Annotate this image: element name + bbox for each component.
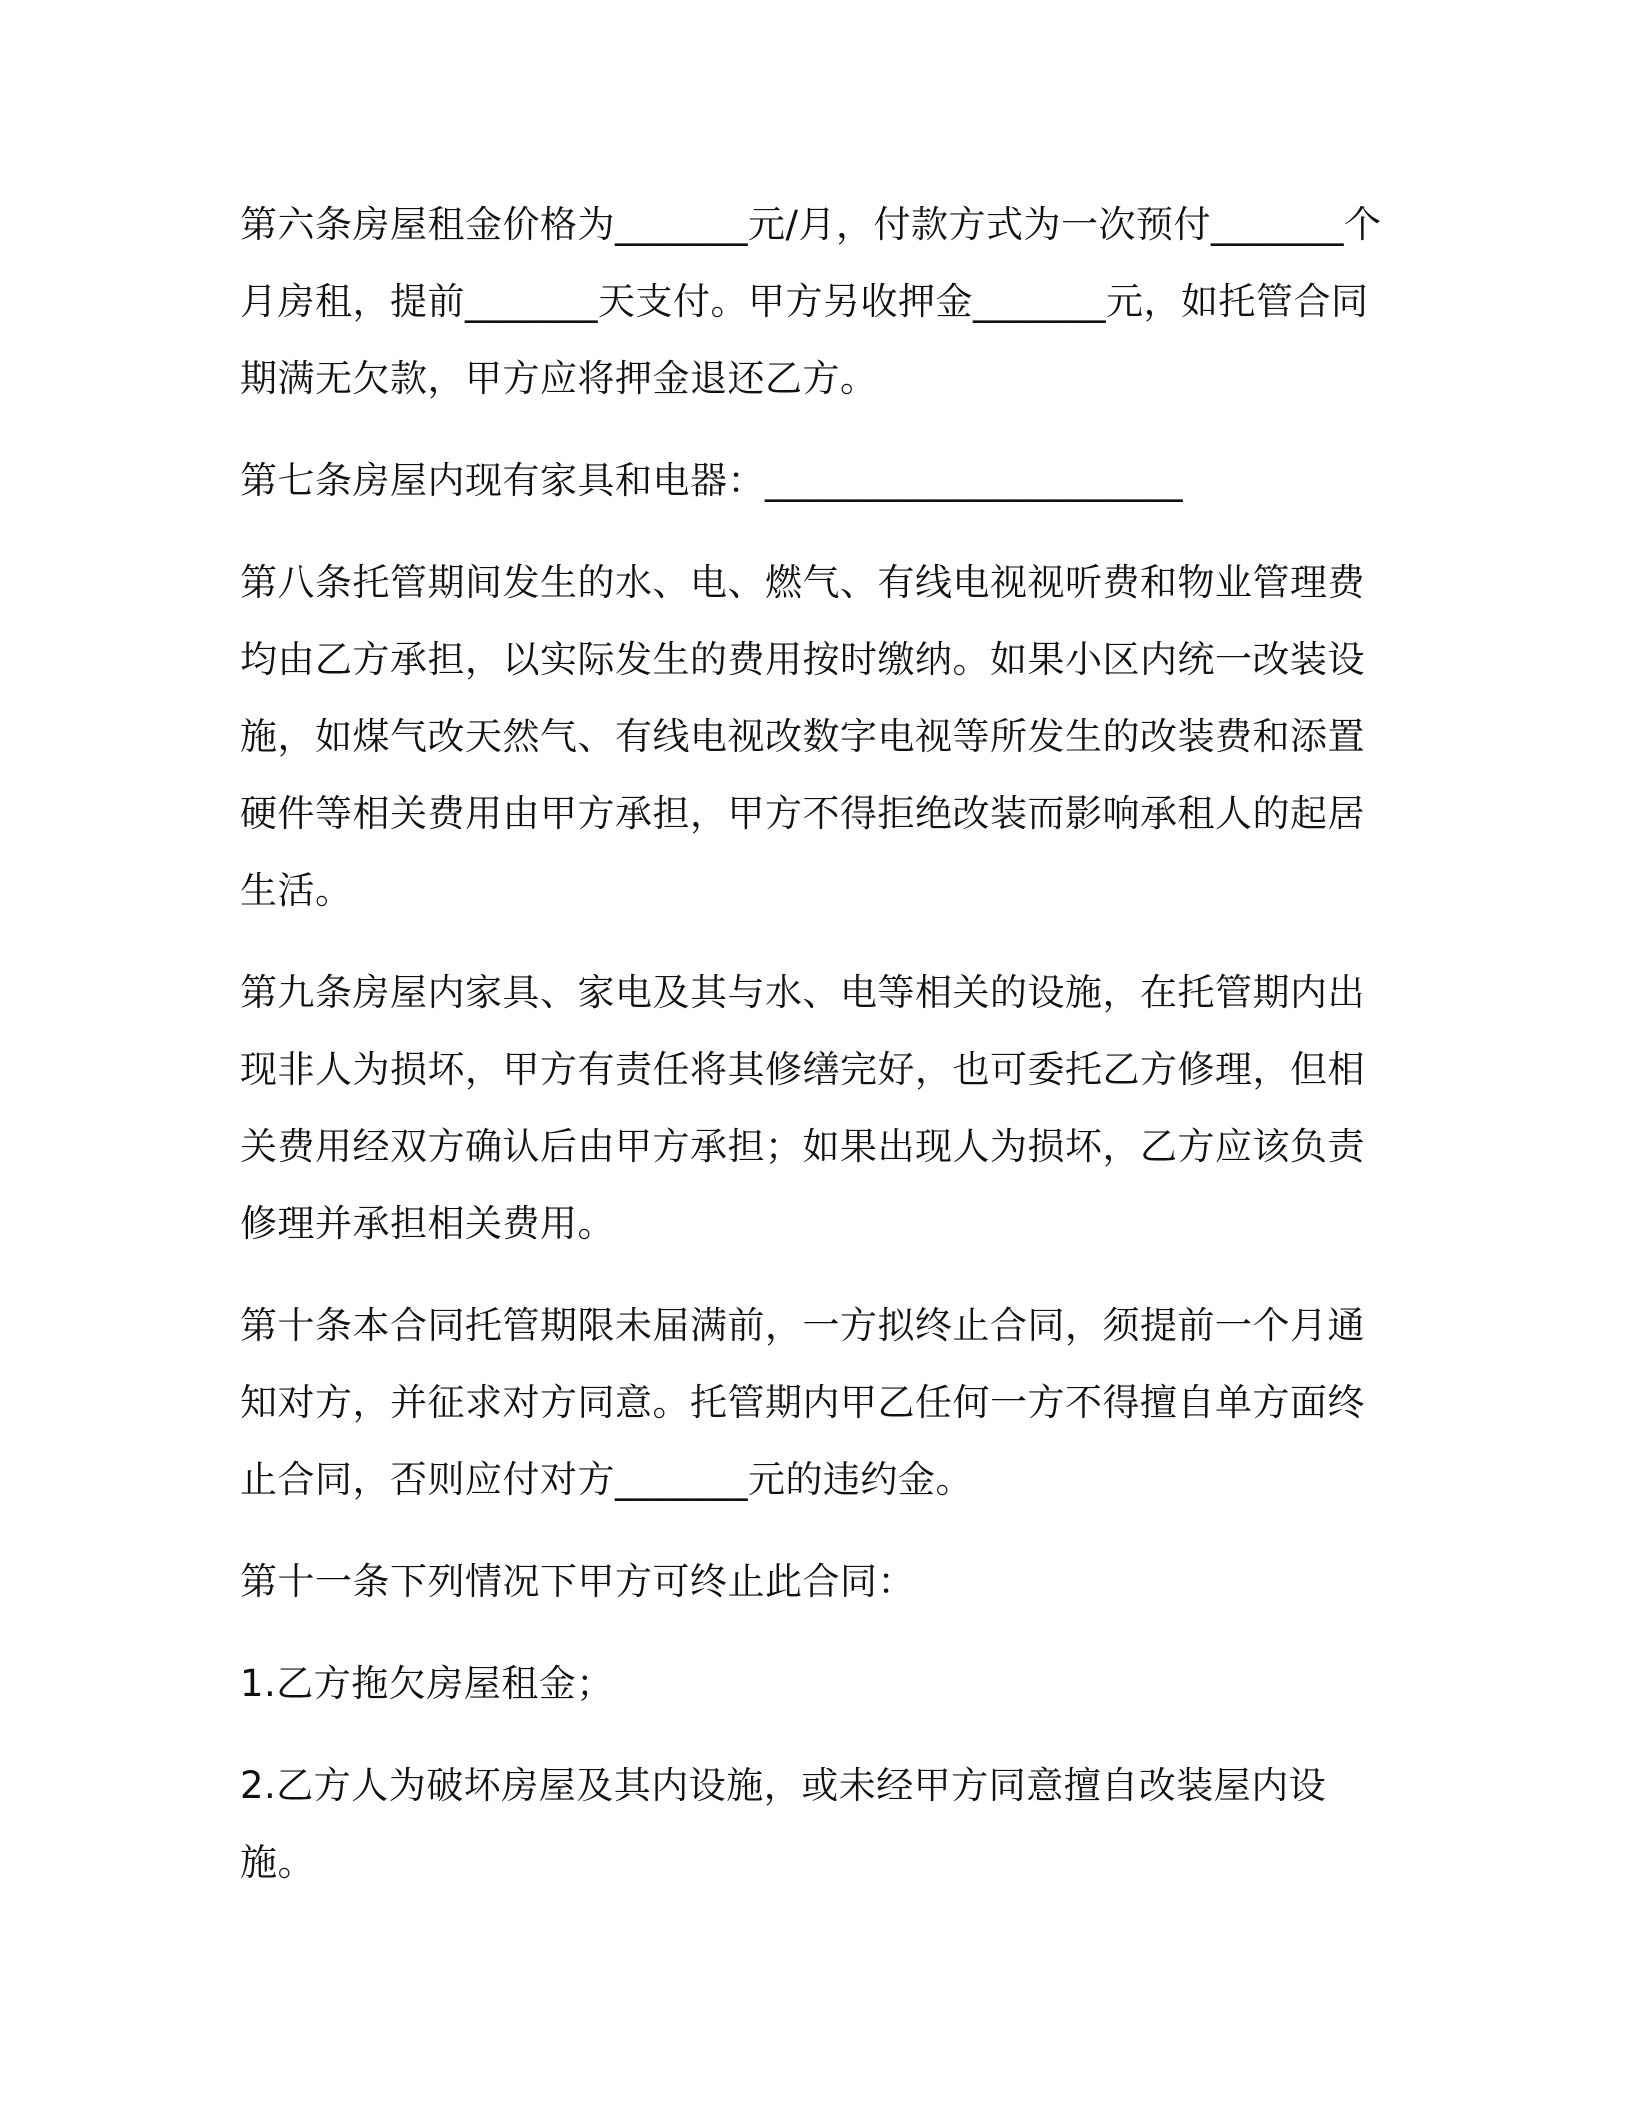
clause-7: 第七条房屋内现有家具和电器：______________________ bbox=[240, 459, 1183, 502]
clause-6: 第六条房屋租金价格为_______元/月，付款方式为一次预付_______个月房租，提前_______天支付。甲方另收押金_______元，如托管合同期满无欠款，甲方应将押金退还乙方。 bbox=[240, 203, 1382, 400]
clause-11-item-1: 1.乙方拖欠房屋租金； bbox=[240, 1662, 614, 1705]
clause-11-item-2: 2.乙方人为破坏房屋及其内设施，或未经甲方同意擅自改装屋内设施。 bbox=[240, 1764, 1327, 1884]
clause-10: 第十条本合同托管期限未届满前，一方拟终止合同，须提前一个月通知对方，并征求对方同意。托管期内甲乙任何一方不得擅自单方面终止合同，否则应付对方_______元的违约金。 bbox=[240, 1304, 1365, 1501]
clause-8: 第八条托管期间发生的水、电、燃气、有线电视视听费和物业管理费均由乙方承担，以实际发生的费用按时缴纳。如果小区内统一改装设施，如煤气改天然气、有线电视改数字电视等所发生的改装费和添置硬件等相关费用由甲方承担，甲方不得拒绝改装而影响承租人的起居生活。 bbox=[240, 561, 1365, 912]
document-body bbox=[240, 186, 1400, 1926]
clause-11: 第十一条下列情况下甲方可终止此合同： bbox=[240, 1560, 915, 1603]
clause-9: 第九条房屋内家具、家电及其与水、电等相关的设施，在托管期内出现非人为损坏，甲方有责任将其修缮完好，也可委托乙方修理，但相关费用经双方确认后由甲方承担；如果出现人为损坏，乙方应该负责修理并承担相关费用。 bbox=[240, 971, 1365, 1245]
